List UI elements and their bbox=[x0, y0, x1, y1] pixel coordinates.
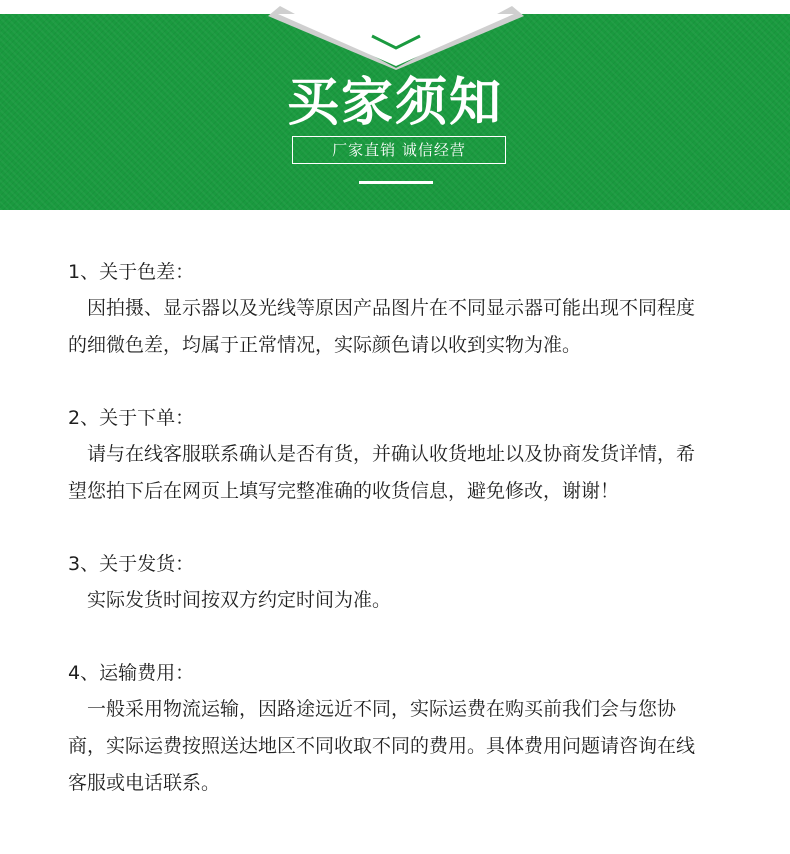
notice-section-color bbox=[68, 254, 708, 364]
section-body: 实际发货时间按双方约定时间为准。 bbox=[87, 589, 392, 611]
section-body: 请与在线客服联系确认是否有货，并确认收货地址以及协商发货详情，希望您拍下后在网页上填写完整准确的收货信息，避免修改，谢谢！ bbox=[68, 443, 696, 502]
page-title: 买家须知 bbox=[286, 73, 503, 133]
section-body: 一般采用物流运输，因路途远近不同，实际运费在购买前我们会与您协商，实际运费按照送达地区不同收取不同的费用。具体费用问题请咨询在线客服或电话联系。 bbox=[68, 698, 696, 794]
section-title: 1、关于色差： bbox=[68, 261, 195, 283]
notice-section-freight bbox=[68, 655, 708, 802]
section-body: 因拍摄、显示器以及光线等原因产品图片在不同显示器可能出现不同程度的细微色差，均属于正常情况，实际颜色请以收到实物为准。 bbox=[68, 297, 696, 356]
subtitle-badge: 厂家直销 诚信经营 bbox=[292, 136, 506, 164]
chevron-down-icon bbox=[268, 0, 524, 70]
notice-section-shipping bbox=[68, 546, 708, 619]
notice-section-order bbox=[68, 400, 708, 510]
section-title: 3、关于发货： bbox=[68, 553, 195, 575]
section-title: 2、关于下单： bbox=[68, 407, 195, 429]
notice-content bbox=[68, 254, 708, 838]
title-underline bbox=[359, 181, 433, 184]
section-title: 4、运输费用： bbox=[68, 662, 195, 684]
